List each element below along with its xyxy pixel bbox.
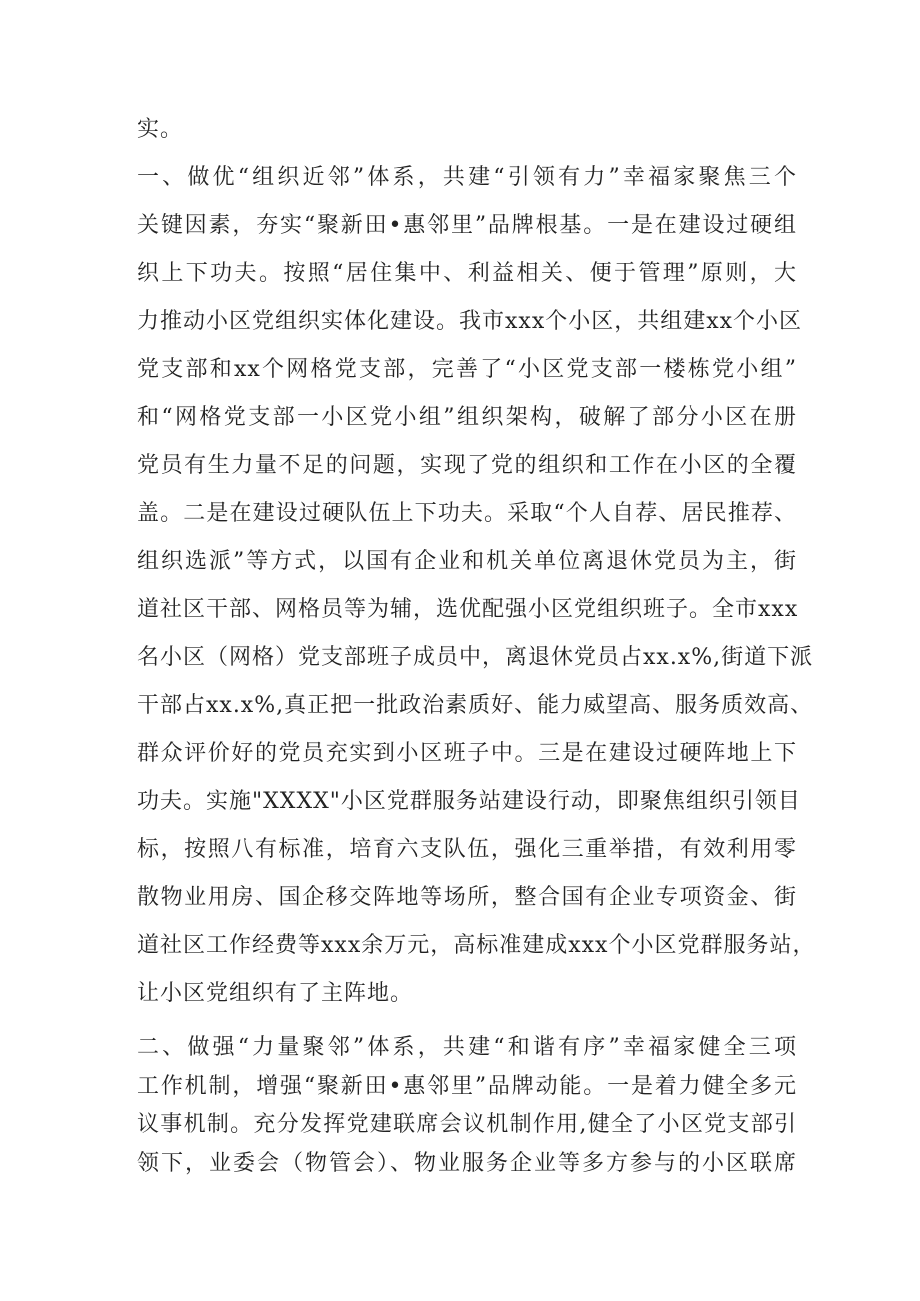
- text-line: 名小区（网格）党支部班子成员中，离退休党员占xx.x%,街道下派: [137, 645, 814, 670]
- text-line: 盖。二是在建设过硬队伍上下功夫。采取“个人自荐、居民推荐、: [137, 501, 797, 526]
- text-line: 织上下功夫。按照“居住集中、利益相关、便于管理”原则，大: [137, 261, 797, 286]
- text-line: 散物业用房、国企移交阵地等场所，整合国有企业专项资金、街: [137, 885, 797, 910]
- text-line: 道社区工作经费等xxx余万元，高标准建成xxx个小区党群服务站，: [137, 933, 816, 958]
- text-line: 一、做优“组织近邻”体系，共建“引领有力”幸福家聚焦三个: [137, 165, 797, 190]
- text-line: 道社区干部、网格员等为辅，选优配强小区党组织班子。全市xxx: [137, 597, 799, 622]
- text-line: 力推动小区党组织实体化建设。我市xxx个小区，共组建xx个小区: [137, 309, 803, 334]
- text-line: 工作机制，增强“聚新田•惠邻里”品牌动能。一是着力健全多元: [137, 1073, 797, 1099]
- text-line: 和“网格党支部一小区党小组”组织架构，破解了部分小区在册: [137, 405, 797, 430]
- text-line: 群众评价好的党员充实到小区班子中。三是在建设过硬阵地上下: [137, 741, 797, 766]
- text-line: 议事机制。充分发挥党建联席会议机制作用,健全了小区党支部引: [137, 1112, 797, 1137]
- text-line: 实。: [137, 117, 184, 142]
- text-line: 二、做强“力量聚邻”体系，共建“和谐有序”幸福家健全三项: [137, 1035, 797, 1060]
- text-line: 让小区党组织有了主阵地。: [137, 981, 414, 1006]
- text-line: 领下，业委会（物管会）、物业服务企业等多方参与的小区联席: [137, 1150, 797, 1176]
- text-line: 干部占xx.x%,真正把一批政治素质好、能力威望高、服务质效高、: [137, 693, 814, 718]
- text-line: 标，按照八有标准，培育六支队伍，强化三重举措，有效利用零: [137, 837, 797, 862]
- paragraph-section-2: [137, 1029, 797, 1183]
- text-line: 关键因素，夯实“聚新田•惠邻里”品牌根基。一是在建设过硬组: [137, 213, 797, 238]
- paragraph-section-1: [137, 106, 816, 1018]
- text-line: 组织选派”等方式，以国有企业和机关单位离退休党员为主，街: [137, 549, 797, 574]
- text-line: 党支部和xx个网格党支部，完善了“小区党支部一楼栋党小组”: [137, 357, 797, 382]
- text-line: 功夫。实施"XXXX"小区党群服务站建设行动，即聚焦组织引领目: [137, 789, 801, 814]
- text-line: 党员有生力量不足的问题，实现了党的组织和工作在小区的全覆: [137, 453, 797, 478]
